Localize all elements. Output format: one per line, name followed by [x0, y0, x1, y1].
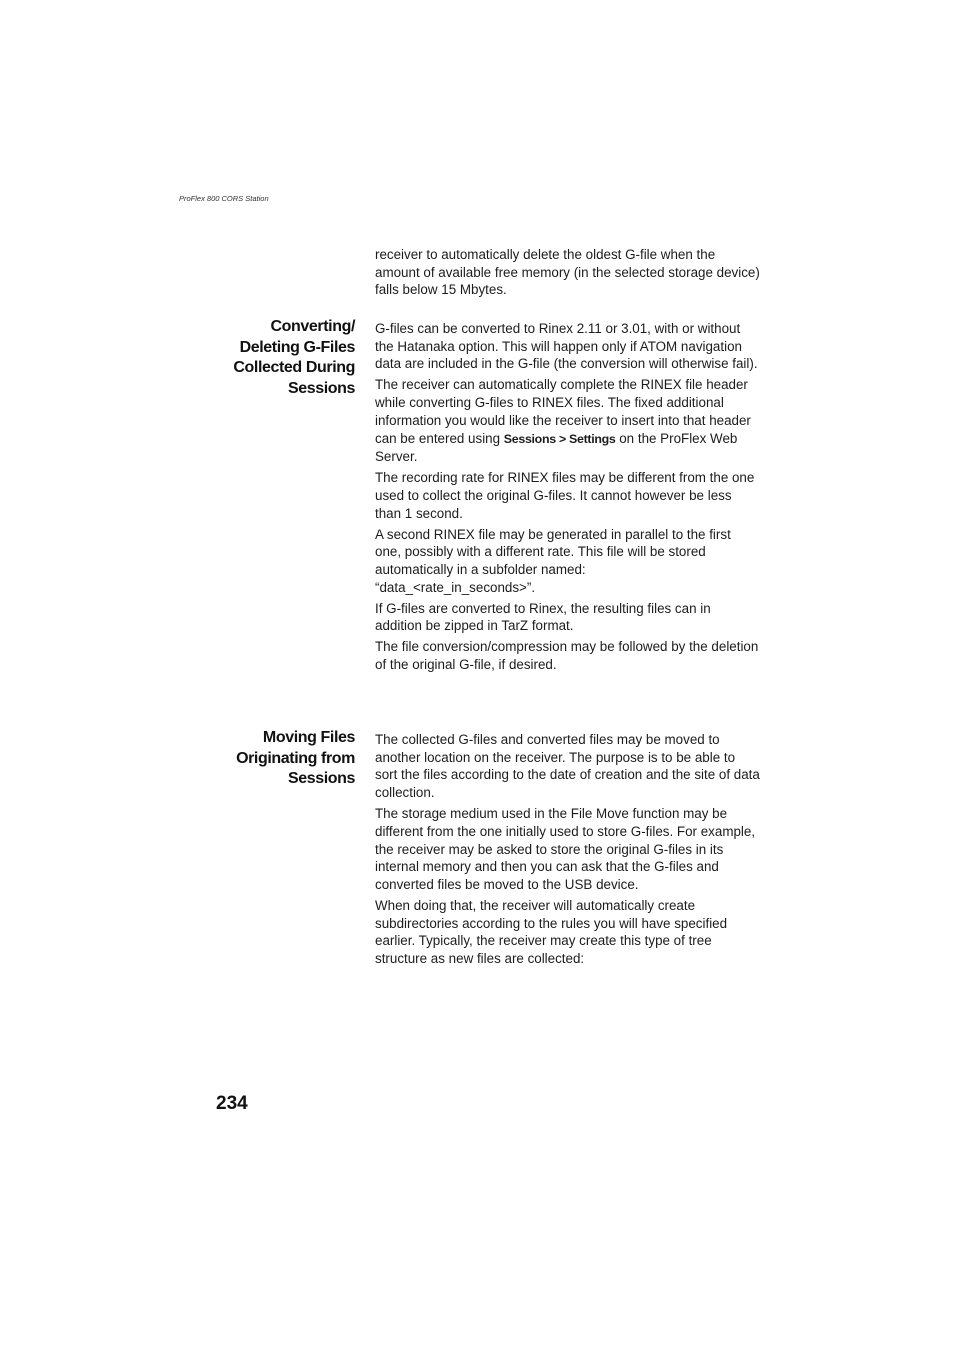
heading-line: Deleting G-Files	[239, 338, 355, 356]
paragraph: The recording rate for RINEX files may be different from the one used to collect the original G-files. It cannot however be less than 1 second.	[375, 470, 755, 521]
ui-menu-reference: Sessions > Settings	[503, 431, 616, 446]
paragraph-text: A second RINEX file may be generated in parallel to the first one, possibly with a different rate. This file will be stored automatically in a subfolder named:	[375, 526, 731, 578]
intro-paragraph: receiver to automatically delete the oldest G-file when the amount of available free memory (in the selected storage device) falls below 15 Mbytes.	[375, 247, 760, 298]
paragraph-text: on the ProFlex Web Server.	[375, 430, 738, 465]
heading-line: Collected During	[233, 359, 355, 376]
paragraph	[375, 376, 760, 466]
paragraph: The collected G-files and converted files may be moved to another location on the receiver. The purpose is to be able to sort the files according to the date of creation and the site of data collection.	[375, 732, 760, 801]
paragraph: G-files can be converted to Rinex 2.11 or 3.01, with or without the Hatanaka option. This will happen only if ATOM navigation data are included in the G-file (the conversion will otherwise fail).	[375, 321, 758, 372]
paragraph: The storage medium used in the File Move function may be different from the one initially used to store G-files. For example, the receiver may be asked to store the original G-files in its internal memory and then you can ask that the G-files and converted files be moved to the USB device.	[375, 806, 756, 892]
heading-line: Sessions	[287, 379, 355, 397]
paragraph	[375, 526, 760, 597]
paragraph-text: The receiver can automatically complete the RINEX file header while converting G-files to RINEX files. The fixed additional information you would like the receiver to insert into that header can be entered using	[375, 377, 751, 446]
paragraph: The file conversion/compression may be followed by the deletion of the original G-file, if desired.	[375, 639, 759, 673]
heading-line: Sessions	[287, 770, 355, 787]
section-body	[375, 320, 760, 677]
section-body	[375, 731, 760, 971]
heading-line: Originating from	[236, 749, 355, 767]
heading-line: Moving Files	[262, 729, 355, 746]
paragraph: If G-files are converted to Rinex, the resulting files can in addition be zipped in TarZ format.	[375, 600, 711, 634]
heading-line: Converting/	[270, 318, 355, 335]
paragraph: When doing that, the receiver will automatically create subdirectories according to the rules you will have specified earlier. Typically, the receiver may create this type of tree structure as new files are collected:	[375, 897, 728, 967]
folder-name: “data_<rate_in_seconds>”.	[375, 579, 536, 595]
running-header: ProFlex 800 CORS Station	[179, 194, 269, 203]
section-heading	[205, 317, 355, 399]
page-number: 234	[216, 1093, 248, 1114]
section-heading	[205, 728, 355, 790]
